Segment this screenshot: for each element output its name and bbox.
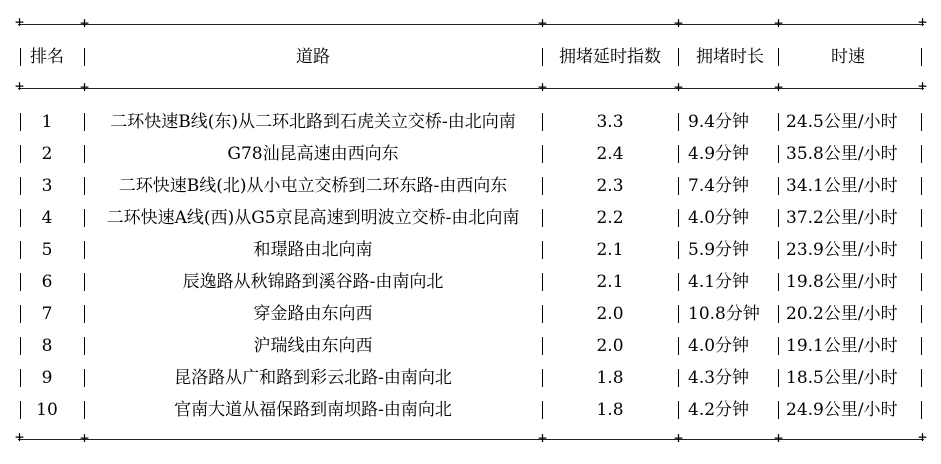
cell-duration: 7.4分钟 [688,176,750,196]
cell-road: G78汕昆高速由西向东 [227,144,399,164]
rule-junction: + [674,78,684,96]
column-separator [921,177,922,195]
table-row [0,330,941,362]
column-separator [678,209,679,227]
cell-index: 2.0 [596,304,624,324]
cell-duration: 9.4分钟 [688,112,750,132]
column-separator [678,305,679,323]
cell-duration: 4.3分钟 [688,368,750,388]
cell-rank: 3 [41,176,53,196]
cell-road: 和璟路由北向南 [253,240,373,260]
column-separator [542,48,543,66]
cell-index: 3.3 [596,112,624,132]
cell-duration: 4.2分钟 [688,400,750,420]
table-row [0,298,941,330]
column-separator [921,113,922,131]
cell-speed: 23.9公里/小时 [786,240,898,260]
cell-speed: 20.2公里/小时 [786,304,898,324]
column-separator [84,177,85,195]
column-separator [778,145,779,163]
header-duration: 拥堵时长 [696,47,764,67]
column-separator [542,177,543,195]
column-separator [20,145,21,163]
column-separator [542,113,543,131]
table-row [0,266,941,298]
cell-duration: 4.9分钟 [688,144,750,164]
column-separator [84,273,85,291]
column-separator [84,369,85,387]
cell-speed: 24.5公里/小时 [786,112,898,132]
cell-index: 2.2 [596,208,624,228]
column-separator [542,369,543,387]
cell-rank: 8 [41,336,53,356]
column-separator [778,401,779,419]
rule-junction: + [80,429,90,447]
cell-index: 2.0 [596,336,624,356]
column-separator [678,401,679,419]
column-separator [921,305,922,323]
column-separator [20,273,21,291]
cell-rank: 9 [41,368,53,388]
table-top-border [18,24,924,25]
cell-road: 二环快速B线(东)从二环北路到石虎关立交桥-由北向南 [110,112,516,132]
column-separator [84,145,85,163]
column-separator [678,273,679,291]
cell-speed: 37.2公里/小时 [786,208,898,228]
column-separator [678,48,679,66]
column-separator [778,305,779,323]
column-separator [542,337,543,355]
column-separator [20,337,21,355]
column-separator [542,305,543,323]
column-separator [84,241,85,259]
column-separator [678,145,679,163]
column-separator [921,145,922,163]
cell-road: 二环快速B线(北)从小屯立交桥到二环东路-由西向东 [118,176,508,196]
table-bottom-border [18,439,924,440]
cell-index: 2.4 [596,144,624,164]
cell-speed: 34.1公里/小时 [786,176,898,196]
column-separator [678,241,679,259]
rule-junction: + [774,78,784,96]
column-separator [778,48,779,66]
column-separator [778,273,779,291]
column-separator [921,337,922,355]
cell-speed: 19.1公里/小时 [786,336,898,356]
header-speed: 时速 [831,47,865,67]
cell-rank: 5 [41,240,53,260]
table-row [0,202,941,234]
cell-road: 辰逸路从秋锦路到溪谷路-由南向北 [182,272,444,292]
column-separator [542,145,543,163]
cell-rank: 6 [41,272,53,292]
column-separator [921,209,922,227]
column-separator [542,401,543,419]
column-separator [778,113,779,131]
column-separator [84,209,85,227]
column-separator [678,337,679,355]
rule-junction: + [538,429,548,447]
column-separator [20,48,21,66]
header-road: 道路 [296,47,330,67]
table-row [0,394,941,426]
cell-index: 1.8 [596,400,624,420]
cell-road: 官南大道从福保路到南坝路-由南向北 [174,400,452,420]
column-separator [921,401,922,419]
column-separator [542,273,543,291]
table-row [0,106,941,138]
column-separator [678,369,679,387]
cell-rank: 4 [41,208,53,228]
column-separator [20,113,21,131]
column-separator [778,369,779,387]
cell-index: 1.8 [596,368,624,388]
column-separator [678,113,679,131]
rule-junction: + [774,429,784,447]
column-separator [921,273,922,291]
column-separator [921,48,922,66]
cell-duration: 10.8分钟 [688,304,760,324]
column-separator [84,305,85,323]
column-separator [778,209,779,227]
table-row [0,170,941,202]
cell-road: 昆洛路从广和路到彩云北路-由南向北 [174,368,452,388]
cell-rank: 2 [41,144,53,164]
cell-rank: 10 [36,400,58,420]
column-separator [778,337,779,355]
column-separator [778,241,779,259]
rule-junction: + [674,14,684,32]
column-separator [84,113,85,131]
cell-index: 2.1 [596,240,624,260]
rule-junction: + [538,14,548,32]
column-separator [84,337,85,355]
column-separator [542,209,543,227]
table-header-row [0,41,941,73]
cell-duration: 4.0分钟 [688,336,750,356]
header-rank: 排名 [30,47,64,67]
rule-junction: + [80,78,90,96]
rule-junction: + [674,429,684,447]
column-separator [542,241,543,259]
table-row [0,234,941,266]
cell-road: 二环快速A线(西)从G5京昆高速到明波立交桥-由北向南 [106,208,520,228]
column-separator [84,401,85,419]
column-separator [678,177,679,195]
cell-rank: 1 [41,112,53,132]
rule-junction: + [80,14,90,32]
table-row [0,138,941,170]
column-separator [20,401,21,419]
column-separator [20,241,21,259]
cell-road: 穿金路由东向西 [253,304,373,324]
column-separator [20,209,21,227]
rule-junction: + [774,14,784,32]
cell-index: 2.3 [596,176,624,196]
column-separator [20,369,21,387]
table-row [0,362,941,394]
cell-speed: 24.9公里/小时 [786,400,898,420]
cell-duration: 4.1分钟 [688,272,750,292]
column-separator [84,48,85,66]
column-separator [20,177,21,195]
cell-index: 2.1 [596,272,624,292]
cell-duration: 4.0分钟 [688,208,750,228]
cell-speed: 35.8公里/小时 [786,144,898,164]
rule-junction: + [538,78,548,96]
column-separator [921,369,922,387]
cell-duration: 5.9分钟 [688,240,750,260]
cell-speed: 19.8公里/小时 [786,272,898,292]
column-separator [921,241,922,259]
cell-road: 沪瑞线由东向西 [253,336,373,356]
cell-speed: 18.5公里/小时 [786,368,898,388]
cell-rank: 7 [41,304,53,324]
column-separator [20,305,21,323]
table-header-separator [18,88,924,89]
header-index: 拥堵延时指数 [559,47,661,67]
column-separator [778,177,779,195]
